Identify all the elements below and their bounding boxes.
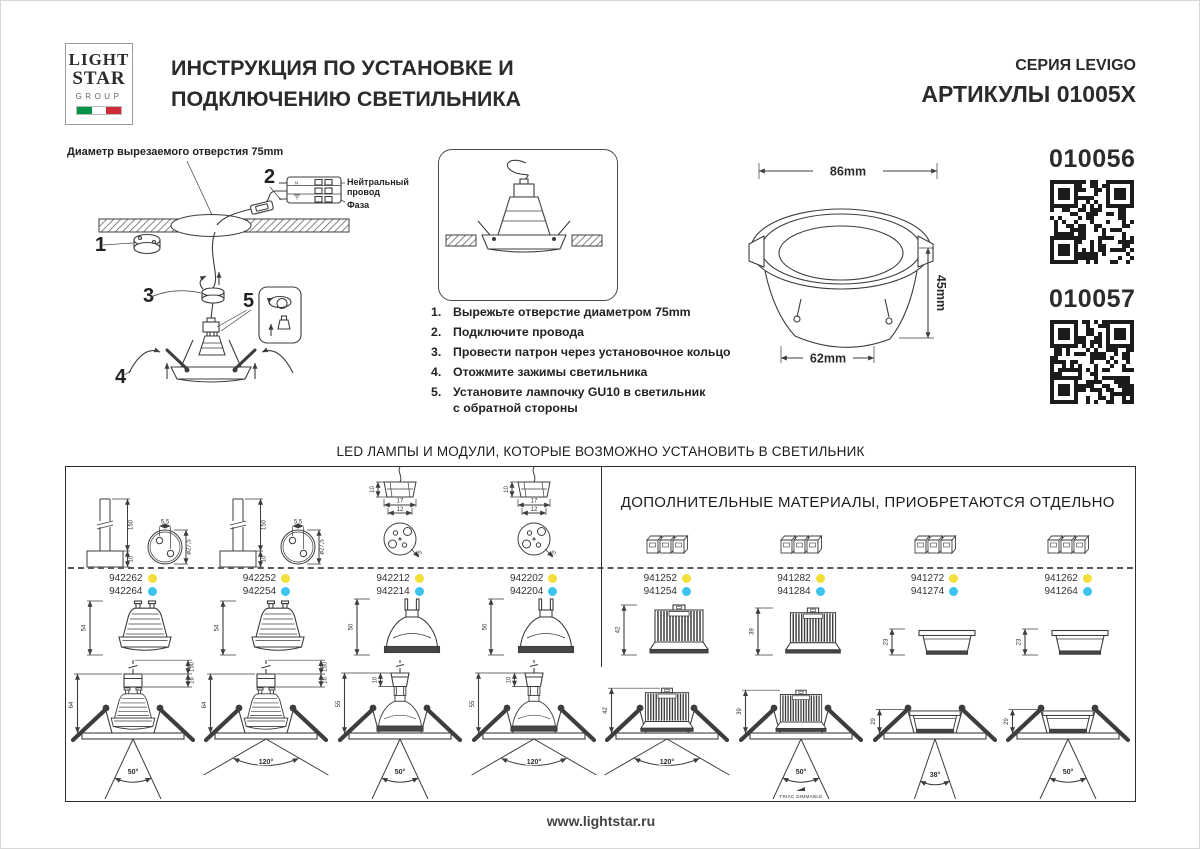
warm-color-dot: [949, 574, 958, 583]
warm-color-dot: [682, 574, 691, 583]
lightstar-logo: [65, 43, 133, 125]
lamp-column-2: [200, 467, 334, 801]
cool-color-dot: [548, 587, 557, 596]
svg-text:64: 64: [202, 701, 209, 709]
beam-angle: 120°: [526, 759, 541, 766]
mr16-connector-sketch: [474, 467, 594, 563]
page-title: ИНСТРУКЦИЯ ПО УСТАНОВКЕ И ПОДКЛЮЧЕНИЮ СВЕТИЛЬНИКА: [171, 56, 522, 112]
gu10-socket-sketch: [73, 481, 193, 573]
extra-materials-heading: ДОПОЛНИТЕЛЬНЫЕ МАТЕРИАЛЫ, ПРИОБРЕТАЮТСЯ ОТДЕЛЬНО: [620, 494, 1115, 511]
gu10-socket-sketch: [206, 481, 326, 573]
svg-text:ø5: ø5: [548, 549, 558, 559]
italian-flag-icon: [76, 106, 122, 115]
qr-code-icon: [1050, 180, 1134, 264]
warm-color-dot: [1083, 574, 1092, 583]
fixing-ring: [200, 272, 224, 303]
svg-text:10: 10: [506, 676, 513, 684]
svg-text:23: 23: [1016, 638, 1023, 646]
beam-angle: 120°: [259, 759, 274, 766]
width-dim: 86mm: [829, 164, 867, 179]
terminal-block: [275, 177, 345, 203]
svg-text:ø27,5: ø27,5: [186, 539, 193, 555]
sku-codes: 941282 941284: [777, 563, 824, 597]
lamp-column-3: [333, 467, 467, 801]
cool-color-dot: [949, 587, 958, 596]
marker-3: 3: [143, 285, 155, 307]
svg-text:10: 10: [128, 555, 135, 563]
mr16-lamp-drawing: [346, 597, 454, 659]
lamp-column-5: [601, 467, 735, 801]
lamp-column-7: [868, 467, 1002, 801]
step-3: 3. Провести патрон через установочное кольцо: [431, 344, 731, 359]
logo-word-group: GROUP: [75, 91, 123, 101]
marker-4: 4: [115, 366, 127, 388]
svg-text:10: 10: [503, 486, 510, 493]
sku-codes: 942212 942214: [376, 563, 423, 597]
articles-number: АРТИКУЛЫ 01005X: [921, 81, 1136, 107]
sku-codes: 941262 941264: [1045, 563, 1092, 597]
lamp-column-8: [1001, 467, 1135, 801]
lamp-socket: [203, 318, 219, 332]
qr-block-010056: [1049, 145, 1135, 269]
marker-2: 2: [264, 166, 276, 188]
svg-text:12: 12: [530, 507, 538, 513]
beam-angle: 38°: [929, 772, 940, 779]
lamp-column-4: [467, 467, 601, 801]
led-module-flat-drawing: [881, 597, 989, 659]
sku-codes: 941272 941274: [911, 563, 958, 597]
beam-angle: 50°: [394, 769, 406, 776]
qr-code-icon: [1050, 320, 1134, 404]
installation-diagram: [59, 139, 459, 409]
sku-codes: 942252 942254: [243, 563, 290, 597]
cool-color-dot: [682, 587, 691, 596]
series-info: [801, 57, 1136, 108]
lamp-column-6: [734, 467, 868, 801]
article-code-2: 010057: [1049, 285, 1136, 313]
svg-text:55: 55: [469, 700, 476, 708]
beam-angle: 50°: [127, 769, 139, 776]
series-name: СЕРИЯ LEVIGO: [1015, 57, 1136, 74]
fixture-housing: [129, 332, 293, 382]
phase-wire-label: Фаза: [347, 200, 370, 210]
beam-angle: 120°: [660, 759, 675, 766]
svg-text:54: 54: [214, 624, 221, 632]
svg-text:54: 54: [81, 624, 88, 632]
lamp-insert-inset: [259, 287, 301, 343]
svg-text:42: 42: [603, 707, 610, 714]
installed-drawing: [333, 659, 467, 801]
gu10-lamp-drawing: [212, 597, 320, 659]
installed-drawing: [868, 659, 1002, 801]
lamps-panel: [65, 466, 1136, 802]
svg-text:29: 29: [870, 718, 877, 725]
svg-text:55: 55: [336, 700, 343, 708]
warm-color-dot: [816, 574, 825, 583]
warm-color-dot: [281, 574, 290, 583]
cool-color-dot: [816, 587, 825, 596]
logo-word-star: STAR: [72, 67, 126, 89]
svg-text:17: 17: [396, 498, 404, 505]
svg-text:10: 10: [261, 555, 268, 563]
led-module-drawing: [613, 597, 721, 659]
height-dim: 45mm: [934, 274, 948, 312]
installed-drawing: [467, 659, 601, 801]
svg-text:12: 12: [396, 507, 404, 513]
cool-color-dot: [281, 587, 290, 596]
dimensions-drawing: [719, 149, 979, 389]
triac-note: TRIAC DIMMABLE: [779, 794, 823, 799]
svg-text:провод: провод: [347, 187, 380, 197]
terminal-connector-icon: [913, 531, 957, 557]
svg-text:23: 23: [883, 638, 890, 646]
svg-text:17: 17: [530, 498, 538, 505]
installed-drawing: [199, 659, 333, 801]
terminal-connector-icon: [645, 531, 689, 557]
lamp-column-1: [66, 467, 200, 801]
svg-text:150: 150: [322, 661, 329, 673]
svg-text:150: 150: [189, 661, 196, 673]
sku-codes: 942202 942204: [510, 563, 557, 597]
logo-word-light: LIGHT: [68, 50, 130, 69]
installed-drawing: [734, 659, 868, 801]
terminal-connector-icon: [779, 531, 823, 557]
svg-text:5,5: 5,5: [294, 519, 303, 526]
svg-text:64: 64: [68, 701, 75, 709]
installed-drawing: [66, 659, 200, 801]
triac-icon: [796, 787, 805, 791]
cool-color-dot: [148, 587, 157, 596]
svg-text:42: 42: [615, 626, 622, 634]
marker-1: 1: [95, 234, 107, 256]
svg-text:ø27,5: ø27,5: [319, 539, 326, 555]
warm-color-dot: [415, 574, 424, 583]
beam-angle: 50°: [1062, 769, 1074, 776]
article-code-1: 010056: [1049, 145, 1136, 173]
mr16-connector-sketch: [340, 467, 460, 563]
svg-text:5,5: 5,5: [160, 519, 169, 526]
qr-block-010057: [1049, 285, 1135, 409]
lamps-section-heading: LED ЛАМПЫ И МОДУЛИ, КОТОРЫЕ ВОЗМОЖНО УСТАНОВИТЬ В СВЕТИЛЬНИК: [336, 444, 865, 459]
cool-color-dot: [1083, 587, 1092, 596]
svg-text:50: 50: [348, 623, 355, 631]
step-4: 4. Отожмите зажимы светильника: [431, 364, 648, 379]
inner-dim: 62mm: [809, 351, 847, 366]
cool-color-dot: [415, 587, 424, 596]
installed-drawing: [1001, 659, 1135, 801]
led-module-flat-drawing: [1014, 597, 1122, 659]
terminal-n-label: N: [295, 180, 299, 186]
svg-text:16: 16: [322, 677, 329, 684]
fixture-overview-drawing: [438, 149, 616, 299]
hole-diameter-note: Диаметр вырезаемого отверстия 75mm: [67, 146, 284, 158]
sku-warm: 942262: [109, 573, 143, 584]
marker-5: 5: [243, 290, 255, 312]
mr16-lamp-drawing: [480, 597, 588, 659]
gu10-lamp-drawing: [79, 597, 187, 659]
sku-codes: 941252 941254: [644, 563, 691, 597]
svg-text:150: 150: [128, 519, 135, 531]
website-url: www.lightstar.ru: [546, 813, 656, 829]
led-module-drawing: [747, 597, 855, 659]
warm-color-dot: [148, 574, 157, 583]
svg-text:16: 16: [189, 677, 196, 684]
mounting-ring: [134, 235, 160, 254]
svg-text:50: 50: [482, 623, 489, 631]
svg-text:ø5: ø5: [414, 549, 424, 559]
beam-angle: 50°: [795, 769, 807, 776]
svg-text:10: 10: [370, 486, 377, 493]
svg-text:150: 150: [261, 519, 268, 531]
terminal-connector-icon: [1046, 531, 1090, 557]
step-2: 2. Подключите провода: [431, 324, 584, 339]
cable-clamp: [250, 200, 274, 214]
installation-steps: [431, 305, 731, 421]
svg-text:29: 29: [1004, 718, 1011, 725]
svg-text:10: 10: [372, 676, 379, 684]
svg-text:39: 39: [736, 708, 743, 715]
svg-text:39: 39: [749, 628, 756, 635]
warm-color-dot: [548, 574, 557, 583]
sku-cool: 942264: [109, 586, 143, 597]
step-5: 5. Установите лампочку GU10 в светильник с обратной стороны: [431, 384, 706, 415]
installed-drawing: [600, 659, 734, 801]
neutral-wire-label: Нейтральный: [347, 177, 409, 187]
step-1: 1. Вырежьте отверстие диаметром 75mm: [431, 305, 691, 319]
